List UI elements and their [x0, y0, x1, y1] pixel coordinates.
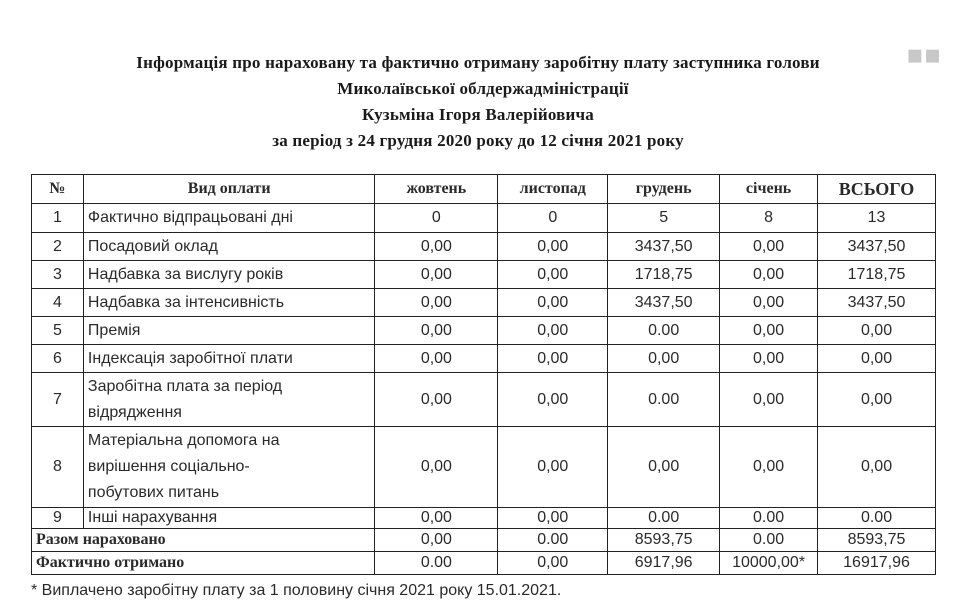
row-number: 9 [32, 508, 84, 529]
cell-october: 0,00 [375, 373, 498, 427]
received-total-row [32, 552, 936, 575]
cell-january: 0,00 [720, 373, 818, 427]
cell-january: 0,00 [720, 289, 818, 317]
cell-november: 0,00 [498, 552, 608, 575]
cell-total: 3437,50 [818, 289, 936, 317]
title-line-4: за період з 24 грудня 2020 року до 12 січня 2021 року [272, 131, 684, 150]
table-row [32, 373, 936, 427]
table-row [32, 508, 936, 529]
cell-total: 0,00 [818, 317, 936, 345]
cell-november: 0,00 [498, 508, 608, 529]
cell-december: 3437,50 [608, 289, 720, 317]
header-total: ВСЬОГО [818, 175, 936, 204]
cell-january: 0,00 [720, 261, 818, 289]
table-row [32, 427, 936, 508]
cell-january: 0,00 [720, 345, 818, 373]
accrued-total-label: Разом нараховано [32, 529, 375, 552]
cell-october: 0 [375, 204, 498, 233]
row-label-line-1: Матеріальна допомога на [87, 432, 280, 449]
header-october: жовтень [375, 175, 498, 204]
cell-january: 0.00 [720, 508, 818, 529]
header-december: грудень [608, 175, 720, 204]
cell-december: 6917,96 [608, 552, 720, 575]
table-row [32, 317, 936, 345]
cell-december: 0.00 [608, 317, 720, 345]
title-line-3: Кузьміна Ігоря Валерійовича [362, 105, 594, 124]
cell-october: 0,00 [375, 508, 498, 529]
cell-december: 5 [608, 204, 720, 233]
cell-total: 8593,75 [818, 529, 936, 552]
row-number: 3 [32, 261, 84, 289]
row-number: 4 [32, 289, 84, 317]
table-row [32, 289, 936, 317]
title-line-2: Миколаївської облдержадміністрації [337, 79, 629, 98]
header-november: листопад [498, 175, 608, 204]
cell-november: 0,00 [498, 261, 608, 289]
row-number: 8 [32, 427, 84, 508]
cell-november: 0.00 [498, 529, 608, 552]
row-label-line-1: Заробітна плата за період [87, 377, 283, 395]
row-label [83, 427, 375, 508]
cell-total: 0,00 [818, 345, 936, 373]
cell-total: 0,00 [818, 427, 936, 508]
cell-january: 0,00 [720, 233, 818, 261]
row-label: Індексація заробітної плати [83, 345, 375, 373]
row-label: Фактично відпрацьовані дні [83, 204, 375, 233]
header-num: № [32, 175, 84, 204]
cell-december: 0.00 [608, 508, 720, 529]
cell-october: 0,00 [375, 289, 498, 317]
document-title [0, 50, 966, 154]
row-number: 7 [32, 373, 84, 427]
row-label-line-2: вирішення соціально- [87, 458, 250, 475]
row-label: Посадовий оклад [83, 233, 375, 261]
footnote: * Виплачено заробітну плату за 1 половину січня 2021 року 15.01.2021. [31, 582, 562, 599]
cell-october: 0,00 [375, 233, 498, 261]
cell-december: 0.00 [608, 373, 720, 427]
cell-november: 0,00 [498, 345, 608, 373]
header-payment-type: Вид оплати [83, 175, 375, 204]
cell-december: 0,00 [608, 427, 720, 508]
row-label: Інші нарахування [83, 508, 375, 529]
cell-october: 0,00 [375, 427, 498, 508]
row-number: 2 [32, 233, 84, 261]
cell-january: 8 [720, 204, 818, 233]
cell-total: 3437,50 [818, 233, 936, 261]
row-label-line-2: відрядження [87, 403, 182, 421]
row-label: Надбавка за інтенсивність [83, 289, 375, 317]
cell-total: 16917,96 [818, 552, 936, 575]
cell-total: 0.00 [818, 508, 936, 529]
cell-november: 0,00 [498, 289, 608, 317]
cell-october: 0.00 [375, 552, 498, 575]
cell-total: 13 [818, 204, 936, 233]
cell-january: 10000,00* [720, 552, 818, 575]
table-row [32, 345, 936, 373]
received-total-label: Фактично отримано [32, 552, 375, 575]
faded-stamp-mark: ▪▪ [906, 40, 942, 70]
cell-november: 0,00 [498, 317, 608, 345]
cell-january: 0,00 [720, 427, 818, 508]
cell-november: 0 [498, 204, 608, 233]
row-label: Надбавка за вислугу років [83, 261, 375, 289]
cell-november: 0,00 [498, 233, 608, 261]
cell-october: 0,00 [375, 529, 498, 552]
row-number: 6 [32, 345, 84, 373]
salary-table [31, 174, 936, 575]
table-row [32, 204, 936, 233]
cell-december: 3437,50 [608, 233, 720, 261]
row-label: Премія [83, 317, 375, 345]
row-number: 5 [32, 317, 84, 345]
cell-december: 8593,75 [608, 529, 720, 552]
cell-november: 0,00 [498, 373, 608, 427]
cell-december: 0,00 [608, 345, 720, 373]
row-label-line-3: побутових питань [87, 484, 220, 501]
table-row [32, 261, 936, 289]
cell-november: 0,00 [498, 427, 608, 508]
cell-october: 0,00 [375, 261, 498, 289]
title-line-1: Інформація про нараховану та фактично отриману заробітну плату заступника голови [136, 53, 820, 72]
cell-total: 1718,75 [818, 261, 936, 289]
table-header-row [32, 175, 936, 204]
row-number: 1 [32, 204, 84, 233]
header-january: січень [720, 175, 818, 204]
cell-december: 1718,75 [608, 261, 720, 289]
cell-october: 0,00 [375, 317, 498, 345]
accrued-total-row [32, 529, 936, 552]
cell-january: 0.00 [720, 529, 818, 552]
cell-total: 0,00 [818, 373, 936, 427]
table-row [32, 233, 936, 261]
row-label [83, 373, 375, 427]
cell-january: 0,00 [720, 317, 818, 345]
cell-october: 0,00 [375, 345, 498, 373]
